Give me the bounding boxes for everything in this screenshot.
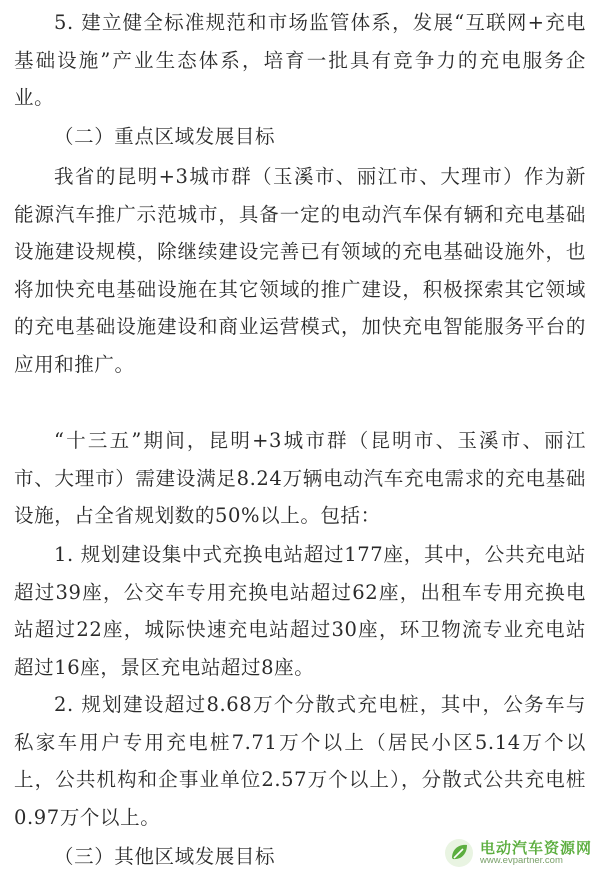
- paragraph-13th-five-year: “十三五”期间，昆明+3城市群（昆明市、玉溪市、丽江市、大理市）需建设满足8.24万辆电动汽车充电需求的充电基础设施，占全省规划数的50%以上。包括：: [14, 429, 586, 527]
- paragraph-standards: 5. 建立健全标准规范和市场监管体系，发展“互联网+充电基础设施”产业生态体系，培育一批具有竞争力的充电服务企业。: [14, 11, 586, 109]
- paragraph-charging-piles: 2. 规划建设超过8.68万个分散式充电桩，其中，公务车与私家车用户专用充电桩7.71万个以上（居民小区5.14万个以上，公共机构和企事业单位2.57万个以上），分散式公共充电桩0.97万个以上。: [14, 693, 586, 829]
- leaf-plug-icon: [444, 838, 474, 868]
- watermark-url: www.evpartner.com: [479, 855, 563, 867]
- watermark-title: 电动汽车资源网: [479, 838, 592, 857]
- heading-other-regions: （三）其他区域发展目标: [54, 845, 276, 868]
- paragraph-kunming-cities: 我省的昆明+3城市群（玉溪市、丽江市、大理市）作为新能源汽车推广示范城市，具备一定的电动汽车保有辆和充电基础设施建设规模，除继续建设完善已有领域的充电基础设施外，也将加快充电基础设施在其它领域的推广建设，积极探索其它领域的充电基础设施建设和商业运营模式，加快充电智能服务平台的应用和推广。: [14, 165, 586, 376]
- paragraph-charging-stations: 1. 规划建设集中式充换电站超过177座，其中，公共充电站超过39座，公交车专用充换电站超过62座，出租车专用充换电站超过22座，城际快速充电站超过30座，环卫物流专业充电站超过16座，景区充电站超过8座。: [14, 543, 586, 679]
- watermark: [444, 838, 592, 868]
- heading-key-regions: （二）重点区域发展目标: [54, 125, 276, 148]
